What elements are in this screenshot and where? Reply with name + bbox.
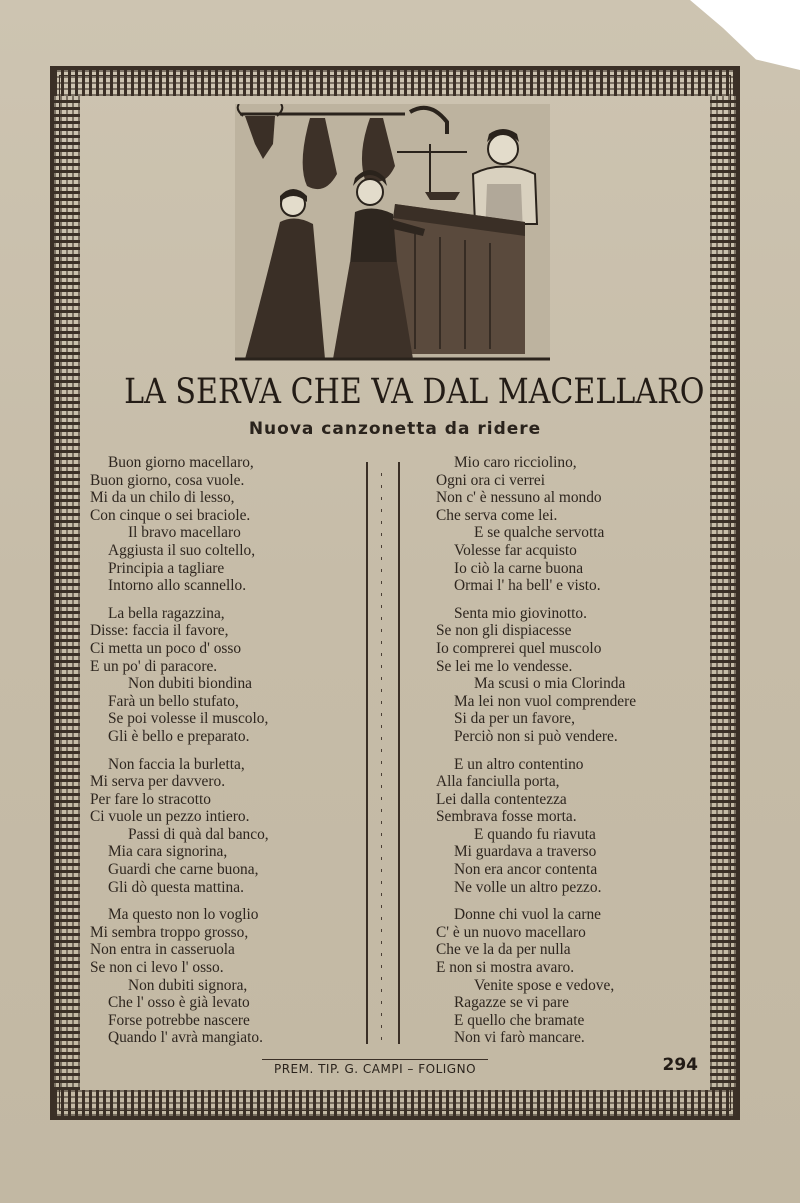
sheet-number: 294: [662, 1055, 698, 1075]
stanza: [90, 906, 360, 1047]
verse-line: E un altro contentino: [454, 755, 584, 773]
verse-line: Non dubiti signora,: [128, 976, 248, 994]
butcher-shop-illustration: [225, 104, 555, 366]
verse-line: E quello che bramate: [454, 1011, 585, 1029]
border-bottom: [54, 1090, 736, 1116]
verse-line: Con cinque o sei braciole.: [90, 506, 251, 524]
verse-line: Guardi che carne buona,: [108, 861, 259, 879]
border-left: [54, 96, 80, 1090]
verse-line: Ragazze se vi pare: [454, 994, 569, 1012]
verse-line: Principia a tagliare: [108, 559, 225, 577]
verse-line: Per fare lo stracotto: [90, 790, 211, 808]
verse-line: E se qualche servotta: [474, 524, 605, 542]
verse-line: Farà un bello stufato,: [108, 692, 239, 710]
verse-line: Non era ancor contenta: [454, 861, 598, 879]
verse-line: Si da per un favore,: [454, 710, 575, 728]
verse-line: Se non gli dispiacesse: [436, 622, 572, 640]
verse-line: Mi serva per davvero.: [90, 773, 226, 791]
verse-line: Mi da un chilo di lesso,: [90, 489, 235, 507]
verse-line: Ci metta un poco d' osso: [90, 639, 242, 657]
verse-line: Disse: faccia il favore,: [90, 622, 229, 640]
verse-line: C' è un nuovo macellaro: [436, 923, 586, 941]
verse-line: Alla fanciulla porta,: [436, 773, 560, 791]
verse-line: Aggiusta il suo coltello,: [108, 541, 256, 559]
stanza: [436, 605, 716, 746]
verse-line: Mia cara signorina,: [108, 843, 228, 861]
verse-line: Ma questo non lo voglio: [108, 906, 259, 924]
verse-line: Quando l' avrà mangiato.: [108, 1029, 263, 1047]
verse-line: Se non ci levo l' osso.: [90, 959, 224, 977]
verse-line: Ci vuole un pezzo intiero.: [90, 808, 250, 826]
printer-imprint: PREM. TIP. G. CAMPI – FOLIGNO: [273, 1062, 477, 1076]
verse-line: Buon giorno macellaro,: [108, 454, 254, 471]
verse-line: Mio caro ricciolino,: [454, 454, 577, 471]
verse-line: E non si mostra avaro.: [436, 959, 575, 977]
column-divider-right: [398, 462, 400, 1044]
verse-line: Sembrava fosse morta.: [436, 808, 577, 826]
verse-line: Perciò non si può vendere.: [454, 727, 618, 745]
verse-line: Ma scusi o mia Clorinda: [474, 675, 626, 693]
stanza: [90, 756, 360, 897]
page-subtitle: Nuova canzonetta da ridere: [248, 419, 542, 439]
verse-line: Non c' è nessuno al mondo: [436, 489, 602, 507]
verse-line: Ogni ora ci verrei: [436, 471, 545, 489]
verse-line: Mi guardava a traverso: [454, 843, 597, 861]
verse-line: Volesse far acquisto: [454, 541, 577, 559]
verse-line: Se lei me lo vendesse.: [436, 657, 573, 675]
verse-line: La bella ragazzina,: [108, 604, 225, 622]
verse-line: Ne volle un altro pezzo.: [454, 878, 602, 896]
stanza: [436, 756, 716, 897]
stanza: [90, 605, 360, 746]
verse-line: Donne chi vuol la carne: [454, 906, 602, 924]
stanza: [436, 454, 716, 595]
stanza: [436, 906, 716, 1047]
column-divider-left: [366, 462, 368, 1044]
verse-line: Gli è bello e preparato.: [108, 727, 250, 745]
verse-line: Non entra in casseruola: [90, 941, 235, 959]
verse-line: Se poi volesse il muscolo,: [108, 710, 269, 728]
verse-line: Passi di quà dal banco,: [128, 825, 269, 843]
border-top: [54, 70, 736, 96]
verse-line: Intorno allo scannello.: [108, 577, 247, 595]
verse-line: Che serva come lei.: [436, 506, 558, 524]
verse-line: Venite spose e vedove,: [474, 976, 615, 994]
verse-line: Il bravo macellaro: [128, 524, 241, 542]
verse-line: Forse potrebbe nascere: [108, 1011, 250, 1029]
verse-line: E un po' di paracore.: [90, 657, 218, 675]
verse-line: Che ve la da per nulla: [436, 941, 571, 959]
verse-line: Buon giorno, cosa vuole.: [90, 471, 245, 489]
verse-line: Non vi farò mancare.: [454, 1029, 585, 1047]
verse-line: Ma lei non vuol comprendere: [454, 692, 637, 710]
left-column: [90, 454, 360, 1057]
stanza: [90, 454, 360, 595]
verse-line: Mi sembra troppo grosso,: [90, 923, 249, 941]
verse-line: Non faccia la burletta,: [108, 755, 245, 773]
imprint-rule: [262, 1059, 488, 1060]
verse-line: Lei dalla contentezza: [436, 790, 567, 808]
column-divider-dotted: [381, 470, 382, 1040]
verse-line: Non dubiti biondina: [128, 675, 252, 693]
verse-line: Senta mio giovinotto.: [454, 604, 587, 622]
verse-line: Che l' osso è già levato: [108, 994, 250, 1012]
page-title: LA SERVA CHE VA DAL MACELLARO: [124, 372, 705, 412]
verse-line: Ormai l' ha bell' e visto.: [454, 577, 601, 595]
right-column: [436, 454, 716, 1057]
verse-line: Io ciò la carne buona: [454, 559, 584, 577]
verse-line: Gli dò questa mattina.: [108, 878, 244, 896]
verse-line: Io comprerei quel muscolo: [436, 639, 602, 657]
verse-line: E quando fu riavuta: [474, 825, 596, 843]
